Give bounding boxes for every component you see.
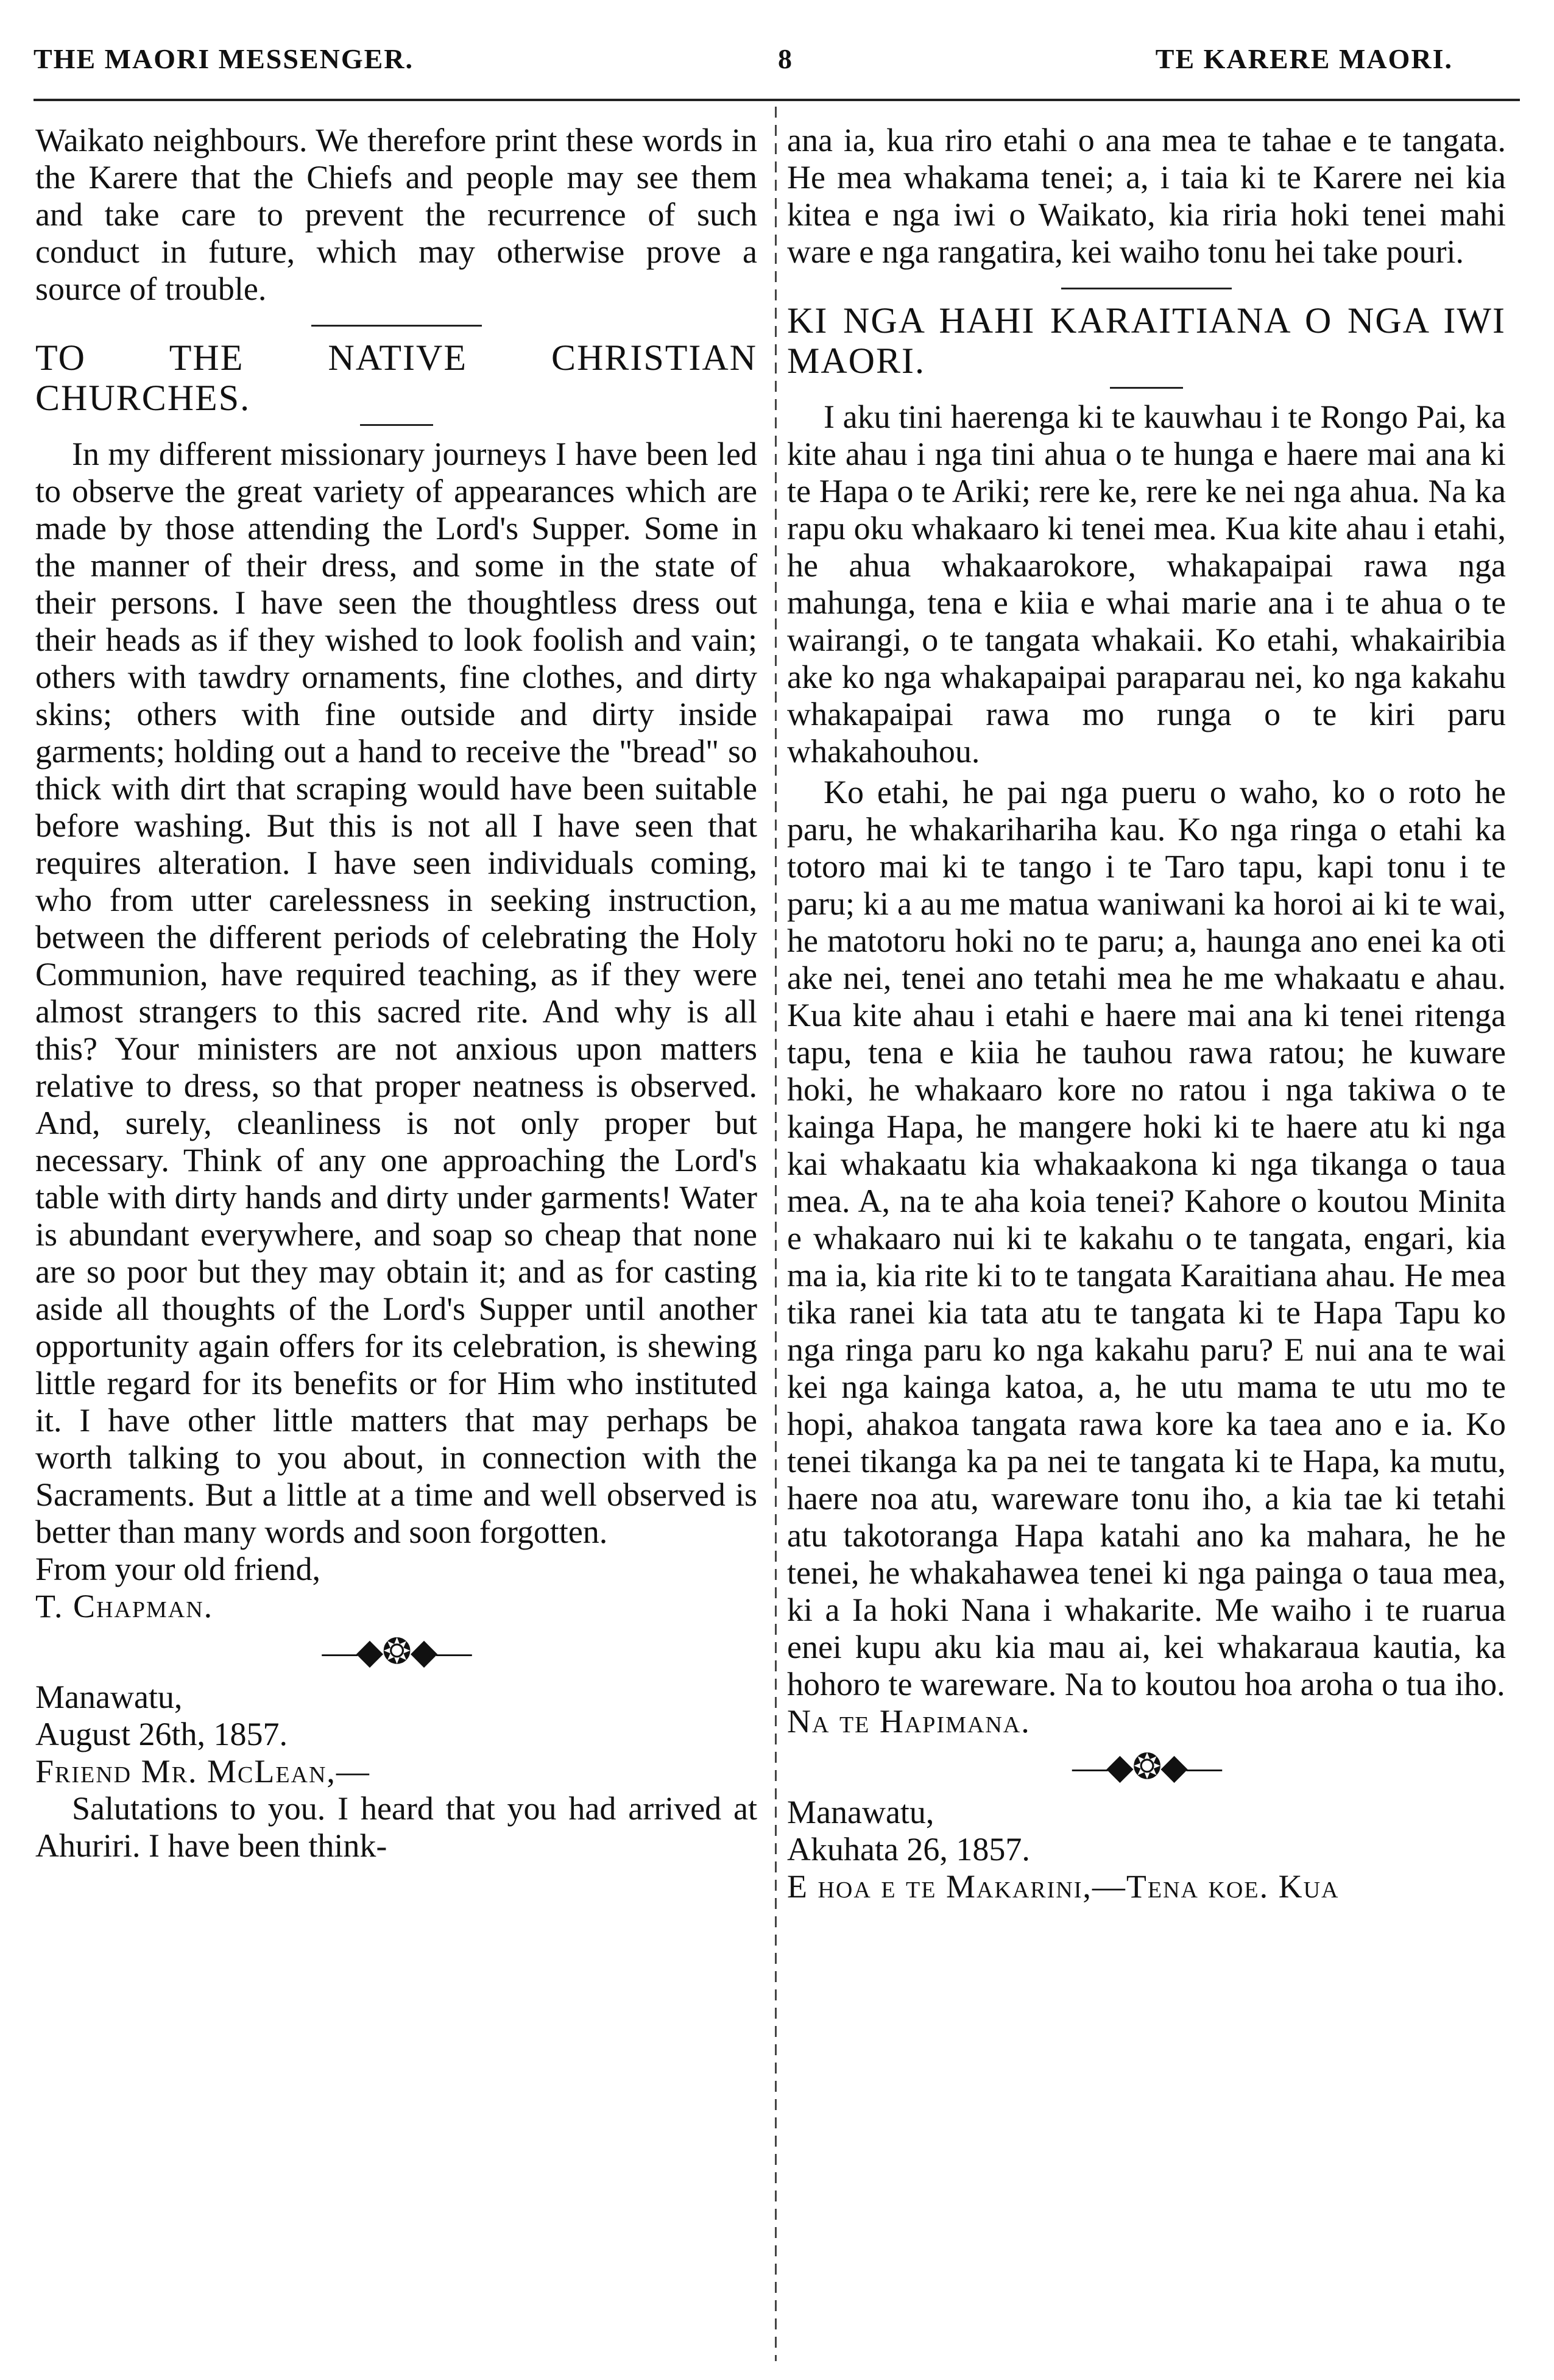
letter-greeting: Friend Mr. McLean,— (35, 1753, 370, 1790)
dateline-date: August 26th, 1857. (35, 1716, 288, 1752)
maori-signature: Na te Hapimana. (787, 1703, 1031, 1740)
maori-letter-greeting: E hoa e te Makarini,—Tena koe. Kua (787, 1868, 1340, 1905)
column-divider (775, 107, 777, 2361)
maori-column (787, 122, 1506, 1905)
english-article-title: TO THE NATIVE CHRISTIAN CHURCHES. (35, 338, 757, 418)
header-english-title: THE MAORI MESSENGER. (34, 43, 414, 74)
section-divider (311, 325, 482, 327)
page-number: 8 (778, 43, 793, 74)
maori-article-title: KI NGA HAHI KARAITIANA O NGA IWI MAORI. (787, 300, 1506, 381)
maori-article-body-2: Ko etahi, he pai nga pueru o waho, ko o roto he paru, he whakarihariha kau. Ko nga ringa o etahi ka totoro mai ki te tango i te Taro tapu, kapi tonu i te paru; ki a au me matua waniwani ka horoi ai ki te wai, he matotoru hoki no te paru; a, haunga ano enei ka oti ake nei, tenei ano tetahi mea he me whakaatu e ahau. Kua kite ahau i etahi e haere mai ana ki tenei ritenga tapu, tena e kiia he tauhou rawa ratou; he kuware hoki, he whakaaro kore no ratou i nga takiwa o te kainga Hapa, he mangere hoki ki te haere atu ki nga kai whakaatu kia whakaakona ki nga tikanga o taua mea. A, na te aha koia tenei? Kahore o koutou Minita e whakaaro nui ki te kakahu o te tangata, engari, kia ma ia, kia rite ki to te tangata Karaitiana ahau. He mea tika ranei kia tata atu te tangata ki te Hapa Tapu ko nga ringa paru ko nga kakahu paru? E nui ana te wai kei nga kainga katoa, a, he utu mama te utu mo te hopi, ahakoa tangata rawa kore ka taea ano e ia. Ko tenei tikanga ka pa nei te tangata ki te Hapa, ka mutu, haere noa atu, wareware tonu iho, a kia tae ki tetahi atu takotoranga Hapa katahi ano ka mahara, he he tenei, he whakahawea tenei ki nga painga o taua mea, ki a Ia hoki Nana i whakarite. Me waiho i te ruarua enei kupu aku kia mau ai, kei whakaraua kautia, ka hohoro te wareware. Na to koutou hoa aroha o tua iho. (787, 774, 1506, 1702)
english-intro-paragraph: Waikato neighbours. We therefore print these words in the Karere that the Chiefs and people may see them and take care to prevent the recurrence of such conduct in future, which may otherwise prove a source of trouble. (35, 122, 757, 307)
page-header (34, 43, 1520, 91)
ornament-divider: —◆❂◆— (322, 1632, 471, 1671)
maori-article-body-1: I aku tini haerenga ki te kauwhau i te Rongo Pai, ka kite ahau i nga tini ahua o te hunga e haere mai ana ki te Hapa o te Ariki; rere ke, rere ke nei nga ahua. Na ka rapu oku whakaaro ki tenei mea. Kua kite ahau i etahi, he ahua whakaarokore, whakapaipai rawa nga mahunga, tena e kiia e whai marie ana i te ahua o te wairangi, o te tangata whakaii. Ko etahi, whakairibia ake ko nga whakapaipai paraparau nei, ko nga kakahu whakapaipai rawa mo runga o te kiri paru whakahouhou. (787, 398, 1506, 770)
maori-intro-paragraph: ana ia, kua riro etahi o ana mea te tahae e te tangata. He mea whakama tenei; a, i taia ki te Karere nei kia kitea e nga iwi o Waikato, kia riria hoki tenei mahi ware e nga rangatira, kei waiho tonu hei take pouri. (787, 122, 1506, 270)
dateline-place: Manawatu, (35, 1679, 183, 1715)
header-maori-title: TE KARERE MAORI. (1155, 43, 1453, 74)
valediction: From your old friend, (35, 1551, 320, 1587)
dateline-place: Manawatu, (787, 1794, 934, 1830)
header-rule (34, 99, 1520, 101)
title-rule (360, 424, 433, 426)
section-divider (1061, 288, 1232, 289)
author-signature: T. Chapman. (35, 1588, 214, 1624)
dateline-date: Akuhata 26, 1857. (787, 1831, 1030, 1868)
title-rule (1110, 387, 1183, 389)
letter-opening: Salutations to you. I heard that you had arrived at Ahuriri. I have been think- (35, 1790, 757, 1864)
english-column (35, 122, 757, 1865)
ornament-divider: —◆❂◆— (1072, 1747, 1221, 1787)
english-article-body: In my different missionary journeys I have been led to observe the great variety of appearances which are made by those attending the Lord's Supper. Some in the manner of their dress, and some in the state of their persons. I have seen the thoughtless dress out their heads as if they wished to look foolish and vain; others with tawdry ornaments, fine clothes, and dirty skins; others with fine outside and dirty inside garments; holding out a hand to receive the "bread" so thick with dirt that scraping would have been suitable before washing. But this is not all I have seen that requires alteration. I have seen individuals coming, who from utter carelessness in seeking instruction, between the different periods of celebrating the Holy Communion, have required teaching, as if they were almost strangers to this sacred rite. And why is all this? Your ministers are not anxious upon matters relative to dress, so that proper neatness is observed. And, surely, cleanliness is not only proper but necessary. Think of any one approaching the Lord's table with dirty hands and dirty under garments! Water is abundant everywhere, and soap so cheap that none are so poor but they may obtain it; and as for casting aside all thoughts of the Lord's Supper until another opportunity again offers for its celebration, is shewing little regard for its benefits or for Him who instituted it. I have other little matters that may perhaps be worth talking to you about, in connection with the Sacraments. But a little at a time and well observed is better than many words and soon forgotten. (35, 436, 757, 1550)
